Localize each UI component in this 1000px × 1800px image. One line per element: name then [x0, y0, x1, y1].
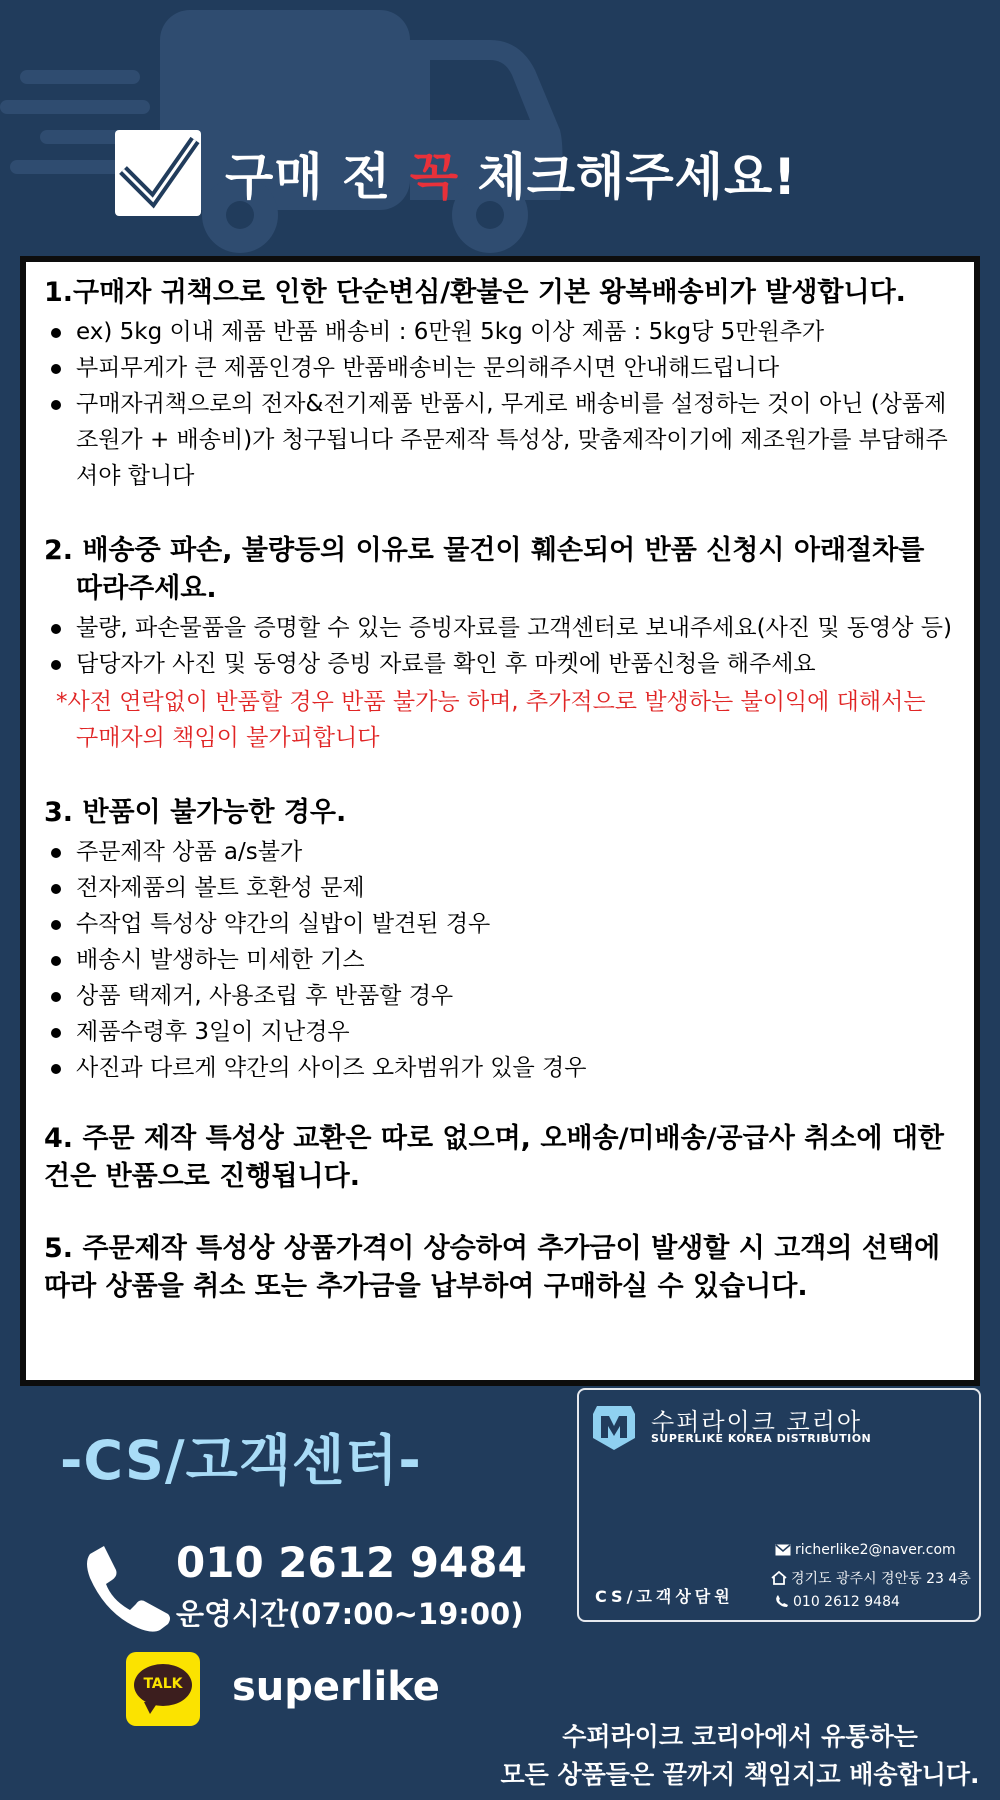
card-email: richerlike2@naver.com — [795, 1542, 956, 1558]
section-5-title: 5. 주문제작 특성상 상품가격이 상승하여 추가금이 발생할 시 고객의 선택에 따라 상품을 취소 또는 추가금을 납부하여 구매하실 수 있습니다. — [44, 1233, 941, 1302]
section-3-list — [44, 834, 954, 1086]
list-item: 상품 택제거, 사용조립 후 반품할 경우 — [44, 978, 954, 1014]
list-item: 사진과 다르게 약간의 사이즈 오차범위가 있을 경우 — [44, 1050, 954, 1086]
page-title: 구매 전 꼭 체크해주세요! — [225, 148, 798, 206]
warning-text: *사전 연락없이 반품할 경우 반품 불가능 하며, 추가적으로 발생하는 불이익에 대해서는 구매자의 책임이 불가피합니다 — [56, 689, 926, 751]
company-name: 수퍼라이크 코리아 — [651, 1408, 863, 1436]
small-phone-icon — [775, 1594, 789, 1608]
footer-line-2: 모든 상품들은 끝까지 책임지고 배송합니다. — [500, 1760, 980, 1789]
list-item: 제품수령후 3일이 지난경우 — [44, 1014, 954, 1050]
list-item: 구매자귀책으로의 전자&전기제품 반품시, 무게로 배송비를 설정하는 것이 아닌 (상품제조원가 + 배송비)가 청구됩니다 주문제작 특성상, 맞춤제작이기에 제조원가를 부담해주셔야 합니다 — [44, 386, 954, 494]
card-email-line[interactable] — [775, 1542, 956, 1558]
section-1-title: 1.구매자 귀책으로 인한 단순변심/환불은 기본 왕복배송비가 발생합니다. — [44, 277, 906, 308]
card-role: CS/고객상담원 — [595, 1587, 734, 1606]
list-item: 부피무게가 큰 제품인경우 반품배송비는 문의해주시면 안내해드립니다 — [44, 350, 954, 386]
section-1-list — [44, 314, 954, 494]
list-item: 불량, 파손물품을 증명할 수 있는 증빙자료를 고객센터로 보내주세요(사진 및 동영상 등) — [44, 610, 954, 646]
kakao-talk-icon[interactable] — [126, 1652, 200, 1726]
section-3-title: 3. 반품이 불가능한 경우. — [44, 797, 347, 828]
title-highlight: 꼭 — [409, 148, 460, 206]
section-4-title: 4. 주문 제작 특성상 교환은 따로 없으며, 오배송/미배송/공급사 취소에 대한건은 반품으로 진행됩니다. — [44, 1123, 944, 1192]
card-phone-line[interactable] — [775, 1594, 900, 1610]
card-phone: 010 2612 9484 — [793, 1594, 900, 1610]
company-subtitle: SUPERLIKE KOREA DISTRIBUTION — [651, 1432, 872, 1445]
kakao-id[interactable]: superlike — [232, 1664, 440, 1710]
card-address: 경기도 광주시 경안동 23 4층 — [791, 1571, 971, 1587]
card-address-line — [771, 1568, 971, 1588]
footer-line-1: 수퍼라이크 코리아에서 유통하는 — [562, 1722, 918, 1751]
list-item: 수작업 특성상 약간의 실밥이 발견된 경우 — [44, 906, 954, 942]
list-item: 배송시 발생하는 미세한 기스 — [44, 942, 954, 978]
kakao-talk-badge: TALK — [143, 1676, 183, 1692]
list-item: 전자제품의 볼트 호환성 문제 — [44, 870, 954, 906]
check-icon — [115, 130, 201, 216]
mail-icon — [775, 1544, 791, 1556]
section-2-list — [44, 610, 954, 682]
footer-text — [490, 1718, 990, 1794]
notice-panel — [20, 256, 980, 1386]
list-item: 담당자가 사진 및 동영상 증빙 자료를 확인 후 마켓에 반품신청을 해주세요 — [44, 646, 954, 682]
cs-phone-number[interactable]: 010 2612 9484 — [176, 1538, 527, 1587]
cs-title: -CS/고객센터- — [60, 1429, 422, 1492]
company-logo-icon — [589, 1402, 639, 1452]
cs-hours: 운영시간(07:00~19:00) — [176, 1597, 524, 1631]
list-item: 주문제작 상품 a/s불가 — [44, 834, 954, 870]
phone-icon — [82, 1540, 174, 1632]
home-icon — [771, 1571, 787, 1585]
list-item: ex) 5kg 이내 제품 반품 배송비 : 6만원 5kg 이상 제품 : 5kg당 5만원추가 — [44, 314, 954, 350]
section-2-title: 2. 배송중 파손, 불량등의 이유로 물건이 훼손되어 반품 신청시 아래절차를 따라주세요. — [44, 535, 925, 604]
header — [115, 128, 797, 218]
business-card — [577, 1388, 981, 1622]
